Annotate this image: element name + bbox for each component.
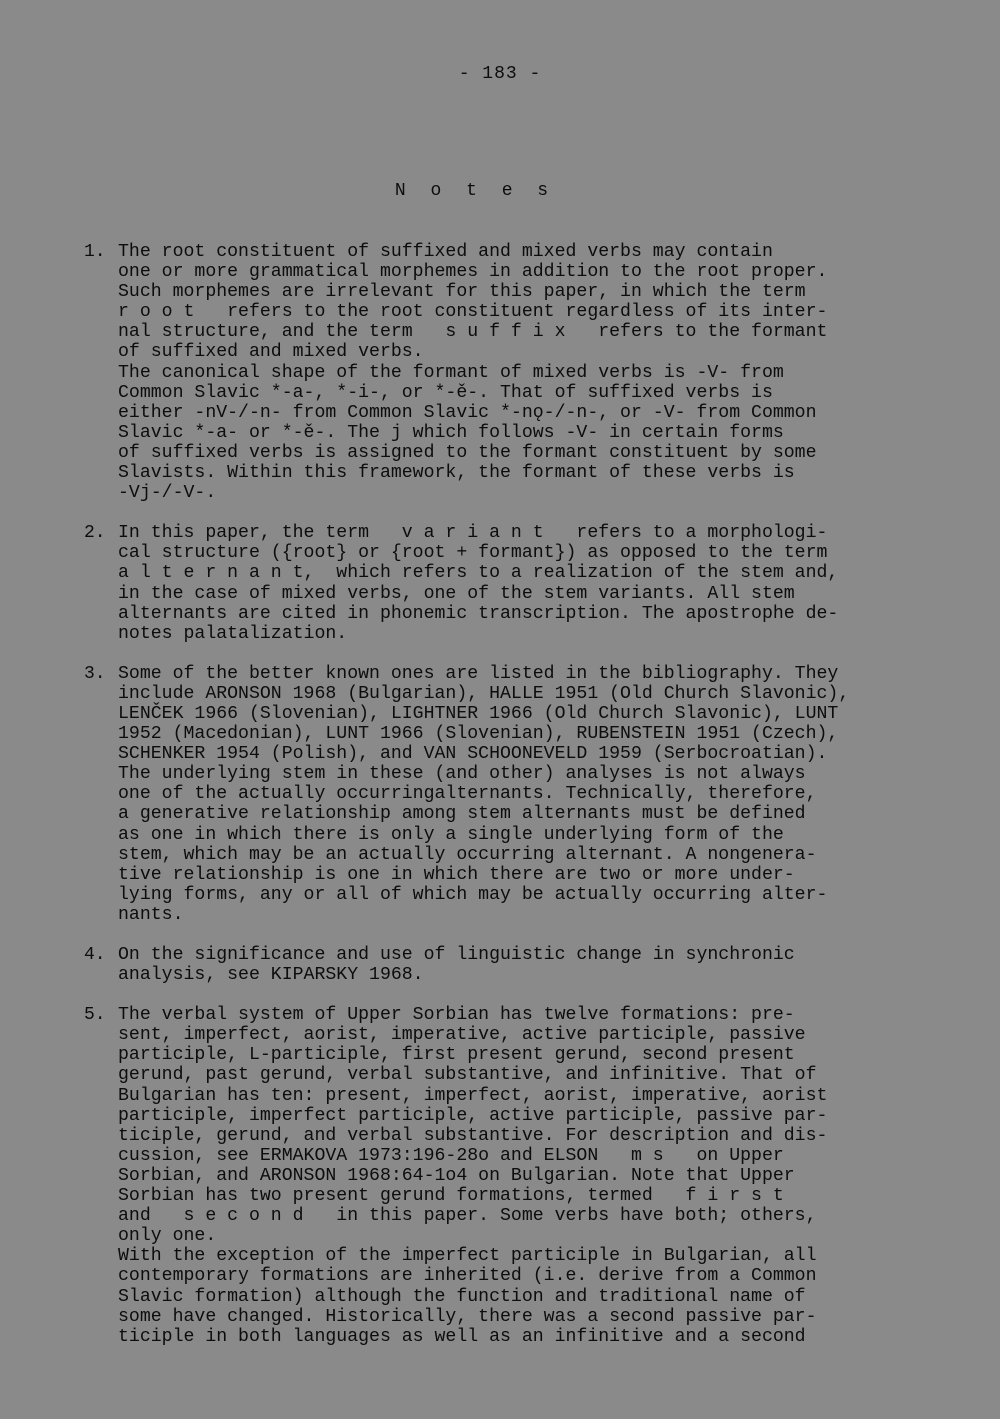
note-line: The root constituent of suffixed and mixed verbs may contain	[118, 242, 773, 262]
note-number: 1.	[84, 242, 106, 262]
note-number: 2.	[84, 523, 106, 544]
note-3	[84, 664, 964, 925]
note-2	[84, 523, 964, 644]
note-line: contemporary formations are inherited (i.e. derive from a Common	[118, 1266, 817, 1287]
note-line: Slavic formation) although the function and traditional name of	[118, 1286, 806, 1307]
note-line: one or more grammatical morphemes in addition to the root proper.	[118, 262, 828, 283]
note-line: LENČEK 1966 (Slovenian), LIGHTNER 1966 (Old Church Slavonic), LUNT	[118, 703, 839, 724]
note-line: lying forms, any or all of which may be actually occurring alter-	[118, 884, 828, 905]
note-body	[118, 523, 964, 644]
note-line: of suffixed verbs is assigned to the formant constituent by some	[118, 442, 817, 463]
note-line: of suffixed and mixed verbs.	[118, 342, 424, 363]
note-line: The canonical shape of the formant of mixed verbs is -V- from	[118, 362, 784, 383]
note-line: nants.	[118, 904, 184, 925]
note-line: Such morphemes are irrelevant for this paper, in which the term	[118, 282, 806, 303]
note-line: In this paper, the term v a r i a n t refers to a morphologi-	[118, 523, 828, 544]
note-line: tive relationship is one in which there are two or more under-	[118, 864, 795, 885]
page-number: - 183 -	[458, 64, 542, 84]
note-line: in the case of mixed verbs, one of the stem variants. All stem	[118, 583, 795, 604]
note-line: cussion, see ERMAKOVA 1973:196-28o and ELSON m s on Upper	[118, 1145, 784, 1166]
note-line: On the significance and use of linguistic change in synchronic	[118, 945, 795, 965]
note-line: include ARONSON 1968 (Bulgarian), HALLE 1951 (Old Church Slavonic),	[118, 683, 850, 704]
note-line: Slavic *-a- or *-ě-. The j which follows -V- in certain forms	[118, 422, 784, 443]
note-line: -Vj-/-V-.	[118, 483, 217, 504]
note-line: ticiple in both languages as well as an infinitive and a second	[118, 1326, 806, 1347]
note-line: cal structure ({root} or {root + formant}) as opposed to the term	[118, 543, 828, 564]
note-1	[84, 242, 964, 503]
note-4	[84, 945, 964, 985]
note-line: The verbal system of Upper Sorbian has twelve formations: pre-	[118, 1005, 795, 1026]
note-line: r o o t refers to the root constituent regardless of its inter-	[118, 302, 828, 323]
note-line: some have changed. Historically, there was a second passive par-	[118, 1306, 817, 1327]
note-line: gerund, past gerund, verbal substantive, and infinitive. That of	[118, 1065, 817, 1086]
note-line: Sorbian has two present gerund formations, termed f i r s t	[118, 1186, 784, 1207]
note-line: stem, which may be an actually occurring alternant. A nongenera-	[118, 844, 817, 865]
note-line: SCHENKER 1954 (Polish), and VAN SCHOONEVELD 1959 (Serbocroatian).	[118, 744, 828, 765]
note-line: as one in which there is only a single underlying form of the	[118, 824, 784, 845]
note-line: only one.	[118, 1226, 217, 1247]
note-number: 3.	[84, 663, 106, 684]
note-line: and s e c o n d in this paper. Some verbs have both; others,	[118, 1206, 817, 1227]
note-line: With the exception of the imperfect participle in Bulgarian, all	[118, 1246, 817, 1267]
note-number: 5.	[84, 1005, 106, 1026]
note-line: alternants are cited in phonemic transcription. The apostrophe de-	[118, 603, 839, 624]
note-line: a generative relationship among stem alternants must be defined	[118, 804, 806, 825]
notes-heading: N o t e s	[394, 181, 556, 201]
note-body	[118, 1005, 964, 1347]
notes-list	[84, 242, 964, 1367]
note-line: participle, imperfect participle, active participle, passive par-	[118, 1105, 828, 1126]
note-line: Common Slavic *-a-, *-i-, or *-ě-. That of suffixed verbs is	[118, 382, 773, 403]
note-number: 4.	[84, 945, 106, 965]
note-line: notes palatalization.	[118, 623, 348, 644]
note-line: 1952 (Macedonian), LUNT 1966 (Slovenian), RUBENSTEIN 1951 (Czech),	[118, 724, 839, 745]
note-body	[118, 945, 964, 985]
note-line: analysis, see KIPARSKY 1968.	[118, 965, 424, 986]
note-line: Slavists. Within this framework, the formant of these verbs is	[118, 463, 795, 484]
note-line: sent, imperfect, aorist, imperative, active participle, passive	[118, 1025, 806, 1046]
note-line: Sorbian, and ARONSON 1968:64-1o4 on Bulgarian. Note that Upper	[118, 1165, 795, 1186]
note-line: either -nV-/-n- from Common Slavic *-nǫ-/-n-, or -V- from Common	[118, 402, 817, 423]
note-line: nal structure, and the term s u f f i x refers to the formant	[118, 322, 828, 343]
note-body	[118, 242, 964, 503]
note-line: ticiple, gerund, and verbal substantive. For description and dis-	[118, 1125, 828, 1146]
note-line: a l t e r n a n t, which refers to a realization of the stem and,	[118, 563, 839, 584]
note-5	[84, 1005, 964, 1347]
note-line: Bulgarian has ten: present, imperfect, aorist, imperative, aorist	[118, 1085, 828, 1106]
note-line: The underlying stem in these (and other) analyses is not always	[118, 764, 806, 785]
note-line: Some of the better known ones are listed in the bibliography. They	[118, 663, 839, 684]
note-body	[118, 664, 964, 925]
note-line: one of the actually occurringalternants. Technically, therefore,	[118, 784, 817, 805]
note-line: participle, L-participle, first present gerund, second present	[118, 1045, 795, 1066]
